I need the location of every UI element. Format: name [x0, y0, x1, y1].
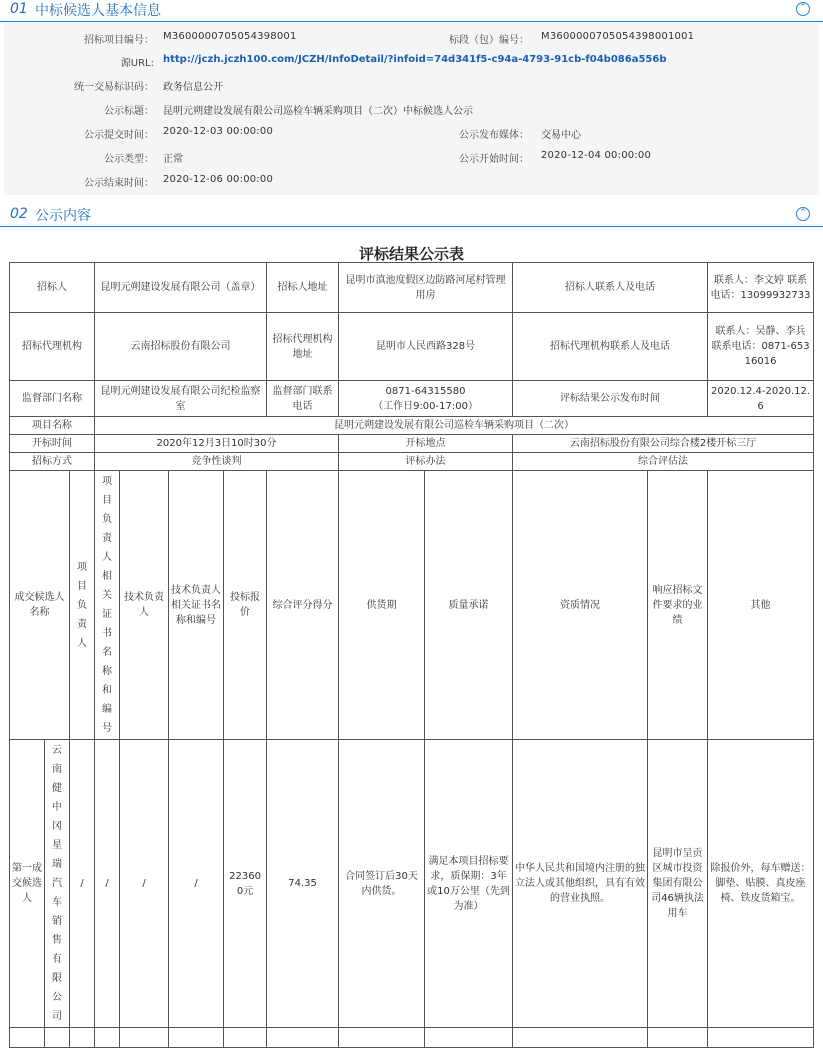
agency-contact-value: 联系人：吴静、李兵 联系电话：0871-65316016	[708, 313, 814, 381]
notice-title-value: 昆明元朔建设发展有限公司巡检车辆采购项目（二次）中标候选人公示	[163, 106, 473, 117]
project-no-value: M3600000705054398001	[163, 31, 297, 42]
table-row	[10, 381, 814, 417]
unified-code-value: 政务信息公开	[163, 82, 223, 93]
agency-address-label: 招标代理机构地址	[267, 313, 339, 381]
supervisor-label: 监督部门名称	[10, 381, 95, 417]
tenderer-value: 昆明元朔建设发展有限公司（盖章）	[95, 263, 267, 313]
lot-no-value: M3600000705054398001001	[541, 31, 695, 42]
table-row	[10, 740, 814, 1028]
publish-time-label: 评标结果公示发布时间	[513, 381, 708, 417]
header-delivery: 供货期	[339, 471, 425, 740]
candidate-pm: /	[70, 740, 95, 1028]
header-pm-cert-text: 项目负责人相关证书名称和编号	[102, 476, 113, 734]
submit-time-value: 2020-12-03 00:00:00	[163, 126, 274, 137]
header-qualification: 资质情况	[513, 471, 648, 740]
header-quality: 质量承诺	[425, 471, 513, 740]
table-row	[10, 1028, 814, 1048]
candidate-bid: 223600元	[224, 740, 267, 1028]
candidate-company	[45, 740, 70, 1028]
publish-time-value: 2020.12.4-2020.12.6	[708, 381, 814, 417]
candidate-tech: /	[120, 740, 169, 1028]
supervisor-phone-number: 0871-64315580	[385, 385, 466, 397]
method-value: 竞争性谈判	[95, 453, 339, 471]
opening-time-label: 开标时间	[10, 435, 95, 453]
opening-time-value: 2020年12月3日10时30分	[95, 435, 339, 453]
header-score: 综合评分得分	[267, 471, 339, 740]
supervisor-value: 昆明元朔建设发展有限公司纪检监察室	[95, 381, 267, 417]
media-label: 公示发布媒体：	[459, 130, 529, 141]
tenderer-address-label: 招标人地址	[267, 263, 339, 313]
header-pm	[70, 471, 95, 740]
submit-time-label: 公示提交时间：	[84, 130, 154, 141]
agency-address-value: 昆明市人民西路328号	[339, 313, 513, 381]
candidate-tech-cert: /	[169, 740, 224, 1028]
evaluation-result-table	[9, 262, 814, 1048]
agency-label: 招标代理机构	[10, 313, 95, 381]
candidate-qualification: 中华人民共和国境内注册的独立法人或其他组织，具有有效的营业执照。	[513, 740, 648, 1028]
opening-place-label: 开标地点	[339, 435, 513, 453]
candidate-other: 除报价外，每车赠送：脚垫、贴膜、真皮座椅、铁皮货箱宝。	[708, 740, 814, 1028]
media-value: 交易中心	[541, 130, 581, 141]
candidate-quality: 满足本项目招标要求，质保期：3年或10万公里（先到为准）	[425, 740, 513, 1028]
eval-method-value: 综合评估法	[513, 453, 814, 471]
project-name-label: 项目名称	[10, 417, 95, 435]
header-tech-cert: 技术负责人相关证书名称和编号	[169, 471, 224, 740]
header-pm-cert	[95, 471, 120, 740]
source-url-label: 源URL:	[120, 58, 154, 69]
supervisor-phone-value	[339, 381, 513, 417]
supervisor-phone-hours: （工作日9:00-17:00）	[373, 400, 478, 412]
opening-place-value: 云南招标股份有限公司综合楼2楼开标三厅	[513, 435, 814, 453]
table-row	[10, 435, 814, 453]
tenderer-contact-value: 联系人：李文婷 联系电话：13099932733	[708, 263, 814, 313]
table-header-row	[10, 471, 814, 740]
header-tech: 技术负责人	[120, 471, 169, 740]
candidate-delivery: 合同签订后30天内供货。	[339, 740, 425, 1028]
candidate-company-text: 云南健中冈星瑞汽车销售有限公司	[52, 745, 62, 1022]
section-number: 01	[10, 1, 28, 17]
tenderer-address-value: 昆明市滇池度假区边防路河尾村管理用房	[339, 263, 513, 313]
start-value: 2020-12-04 00:00:00	[541, 150, 652, 161]
supervisor-phone-label: 监督部门联系电话	[267, 381, 339, 417]
source-url-link[interactable]: http://jczh.jczh100.com/JCZH/InfoDetail/?infoid=74d341f5-c94a-4793-91cb-f04b086a556b	[163, 54, 667, 65]
section-header-basic-info	[0, 0, 823, 22]
agency-contact-label: 招标代理机构联系人及电话	[513, 313, 708, 381]
chevron-up-icon[interactable]: ⌃	[796, 2, 810, 16]
table-row	[10, 417, 814, 435]
section-number: 02	[10, 206, 28, 222]
candidate-performance: 昆明市呈贡区城市投资集团有限公司46辆执法用车	[648, 740, 708, 1028]
eval-method-label: 评标办法	[339, 453, 513, 471]
lot-no-label: 标段（包）编号：	[449, 35, 529, 46]
end-label: 公示结束时间：	[84, 178, 154, 189]
table-row	[10, 263, 814, 313]
chevron-up-icon[interactable]: ⌃	[796, 207, 810, 221]
unified-code-label: 统一交易标识码：	[74, 82, 154, 93]
table-row	[10, 313, 814, 381]
basic-info-panel	[4, 23, 819, 195]
header-other: 其他	[708, 471, 814, 740]
section-title: 中标候选人基本信息	[35, 3, 161, 19]
header-pm-text: 项目负责人	[77, 561, 88, 649]
header-candidate-name: 成交候选人名称	[10, 471, 70, 740]
tenderer-label: 招标人	[10, 263, 95, 313]
project-no-label: 招标项目编号：	[84, 35, 154, 46]
candidate-pm-cert: /	[95, 740, 120, 1028]
method-label: 招标方式	[10, 453, 95, 471]
table-title: 评标结果公示表	[358, 245, 464, 263]
header-performance: 响应招标文件要求的业绩	[648, 471, 708, 740]
header-bid: 投标报价	[224, 471, 267, 740]
project-name-value: 昆明元朔建设发展有限公司巡检车辆采购项目（二次）	[95, 417, 814, 435]
start-label: 公示开始时间：	[459, 154, 529, 165]
table-row	[10, 453, 814, 471]
candidate-rank: 第一成交候选人	[10, 740, 45, 1028]
type-value: 正常	[163, 154, 183, 165]
section-title: 公示内容	[35, 208, 91, 224]
end-value: 2020-12-06 00:00:00	[163, 174, 274, 185]
section-header-notice-content	[0, 205, 823, 227]
tenderer-contact-label: 招标人联系人及电话	[513, 263, 708, 313]
type-label: 公示类型：	[104, 154, 154, 165]
notice-title-label: 公示标题：	[104, 106, 154, 117]
candidate-score: 74.35	[267, 740, 339, 1028]
agency-value: 云南招标股份有限公司	[95, 313, 267, 381]
